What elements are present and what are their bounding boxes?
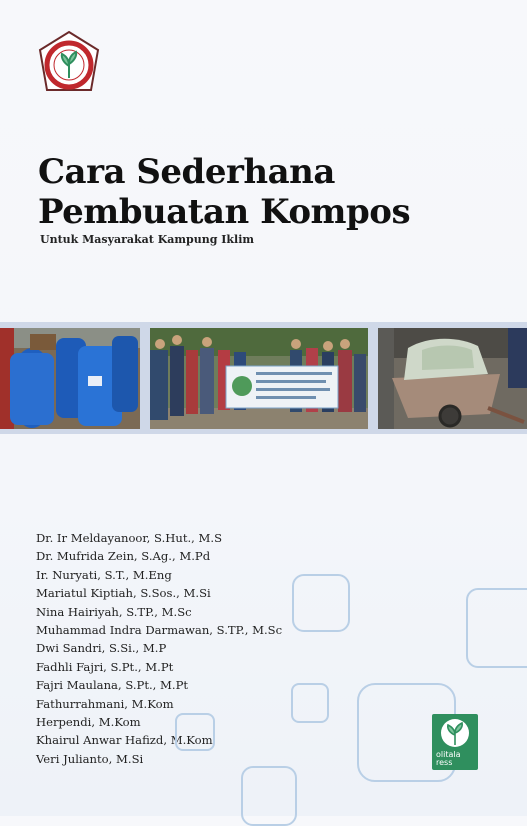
author-item: Mariatul Kiptiah, S.Sos., M.Si xyxy=(36,586,211,601)
book-title xyxy=(38,152,410,232)
author-item: Fadhli Fajri, S.Pt., M.Pt xyxy=(36,659,174,674)
book-subtitle: Untuk Masyarakat Kampung Iklim xyxy=(40,233,255,246)
decorative-square xyxy=(466,588,527,668)
publisher-name-line-1: olitala xyxy=(436,750,461,759)
author-item: Nina Hairiyah, S.TP., M.Sc xyxy=(36,604,192,619)
publisher-logo xyxy=(432,714,478,770)
photo-group-event xyxy=(150,328,368,429)
author-item: Dr. Mufrida Zein, S.Ag., M.Pd xyxy=(36,549,211,564)
author-item: Dr. Ir Meldayanoor, S.Hut., M.S xyxy=(36,531,223,545)
decorative-square xyxy=(175,713,215,751)
decorative-square xyxy=(292,574,350,632)
decorative-square xyxy=(241,766,297,826)
author-item: Dwi Sandri, S.Si., M.P xyxy=(36,641,167,656)
author-item: Fajri Maulana, S.Pt., M.Pt xyxy=(36,678,189,693)
publisher-name-line-2: ress xyxy=(436,758,453,767)
title-line-2: Pembuatan Kompos xyxy=(38,192,411,232)
decorative-square xyxy=(291,683,329,723)
author-item: Ir. Nuryati, S.T., M.Eng xyxy=(36,567,172,582)
leaf-plant-icon xyxy=(438,718,472,748)
author-item: Herpendi, M.Kom xyxy=(36,715,141,730)
author-list xyxy=(36,529,282,768)
author-item: Fathurrahmani, M.Kom xyxy=(36,696,174,711)
institution-logo-icon xyxy=(36,30,102,96)
publisher-name xyxy=(436,751,461,767)
photo-wheelbarrow-compost xyxy=(378,328,527,429)
author-item: Veri Julianto, M.Si xyxy=(36,751,144,766)
author-item: Muhammad Indra Darmawan, S.TP., M.Sc xyxy=(36,623,283,638)
photo-blue-barrels xyxy=(0,328,140,429)
author-item: Khairul Anwar Hafizd, M.Kom xyxy=(36,733,213,748)
title-line-1: Cara Sederhana xyxy=(38,152,335,192)
